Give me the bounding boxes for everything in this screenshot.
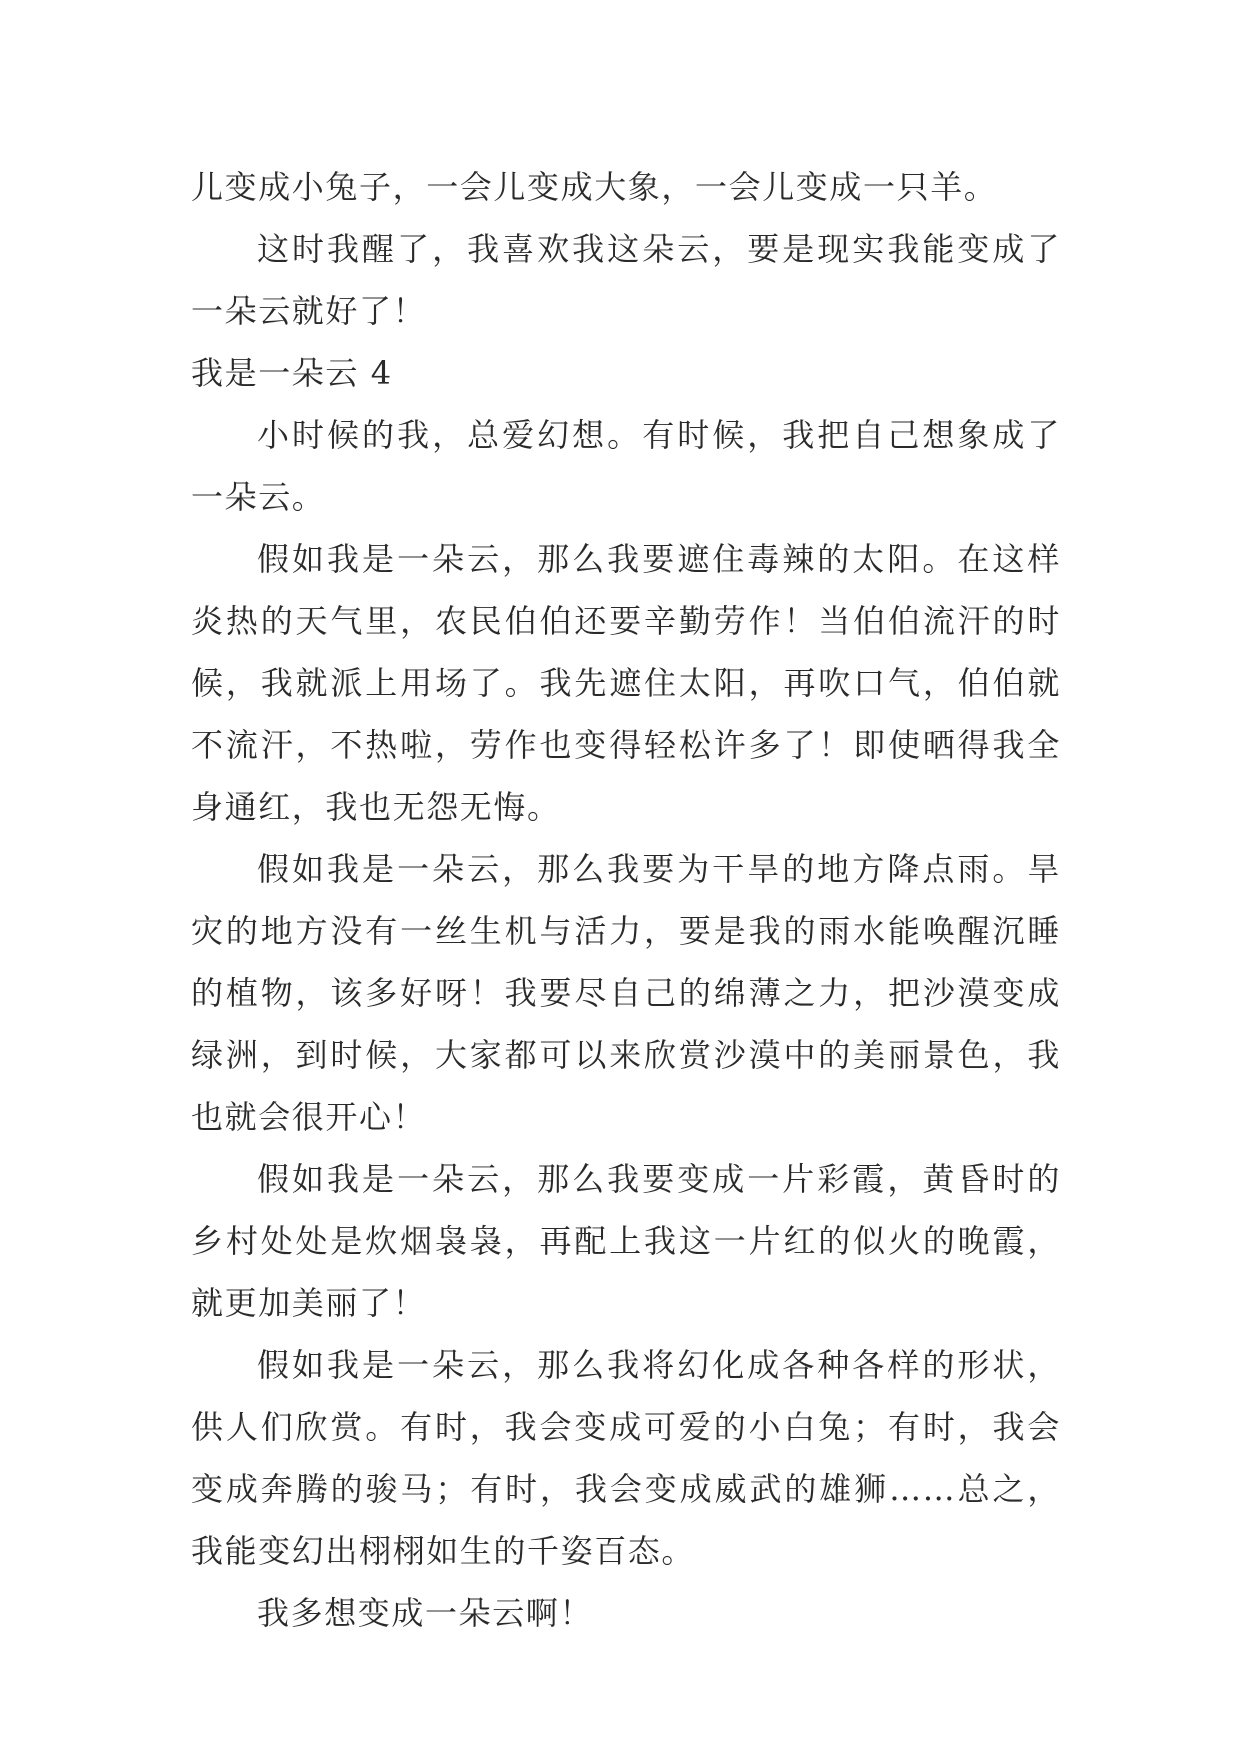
paragraph-6: 假如我是一朵云，那么我要变成一片彩霞，黄昏时的乡村处处是炊烟袅袅，再配上我这一片红的似火的晚霞，就更加美丽了！ [191, 1160, 1061, 1322]
paragraph-4: 假如我是一朵云，那么我要遮住毒辣的太阳。在这样炎热的天气里，农民伯伯还要辛勤劳作！当伯伯流汗的时候，我就派上用场了。我先遮住太阳，再吹口气，伯伯就不流汗，不热啦，劳作也变得轻松许多了！即使晒得我全身通红，我也无怨无悔。 [191, 540, 1061, 826]
section-heading: 我是一朵云 4 [191, 354, 393, 392]
paragraph-3: 小时候的我，总爱幻想。有时候，我把自己想象成了一朵云。 [191, 416, 1061, 516]
paragraph-7: 假如我是一朵云，那么我将幻化成各种各样的形状，供人们欣赏。有时，我会变成可爱的小白兔；有时，我会变成奔腾的骏马；有时，我会变成威武的雄狮……总之，我能变幻出栩栩如生的千姿百态。 [191, 1346, 1061, 1570]
document-body [191, 156, 1061, 1644]
paragraph-1: 儿变成小兔子，一会儿变成大象，一会儿变成一只羊。 [191, 168, 998, 206]
paragraph-2: 这时我醒了，我喜欢我这朵云，要是现实我能变成了一朵云就好了！ [191, 230, 1061, 330]
paragraph-5: 假如我是一朵云，那么我要为干旱的地方降点雨。旱灾的地方没有一丝生机与活力，要是我的雨水能唤醒沉睡的植物，该多好呀！我要尽自己的绵薄之力，把沙漠变成绿洲，到时候，大家都可以来欣赏沙漠中的美丽景色，我也就会很开心！ [191, 850, 1061, 1136]
paragraph-8: 我多想变成一朵云啊！ [257, 1594, 594, 1632]
